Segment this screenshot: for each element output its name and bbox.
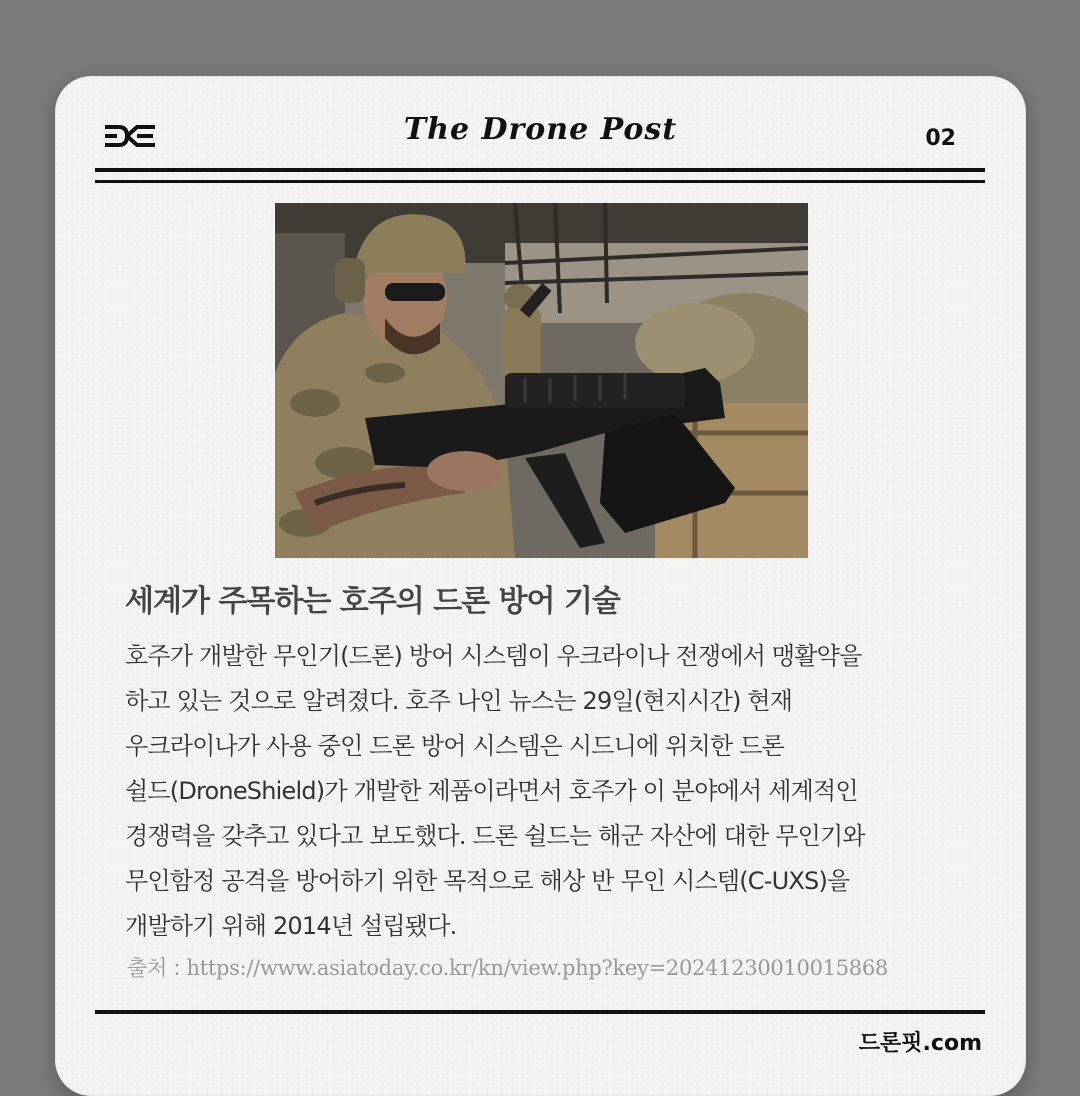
article-card xyxy=(55,76,1026,1096)
article-source xyxy=(127,952,987,982)
site-name[interactable]: 드론핏.com xyxy=(858,1031,982,1056)
footer-rule xyxy=(95,1010,985,1014)
article-headline: 세계가 주목하는 호주의 드론 방어 기술 xyxy=(125,584,620,619)
masthead-title: The Drone Post xyxy=(403,112,678,147)
source-label: 출처 : xyxy=(127,956,187,980)
page-number: 02 xyxy=(925,126,956,151)
header-rule-thin xyxy=(95,180,985,183)
body-line: 하고 있는 것으로 알려졌다. 호주 나인 뉴스는 29일(현지시간) 현재 xyxy=(125,687,793,715)
body-line: 무인함정 공격을 방어하기 위한 목적으로 해상 반 무인 시스템(C-UXS)을 xyxy=(125,867,850,895)
body-line: 경쟁력을 갖추고 있다고 보도했다. 드론 쉴드는 해군 자산에 대한 무인기와 xyxy=(125,822,865,850)
article-body xyxy=(125,634,945,949)
source-url[interactable]: https://www.asiatoday.co.kr/kn/view.php?key=20241230010015868 xyxy=(186,956,888,980)
body-line: 개발하기 위해 2014년 설립됐다. xyxy=(125,912,457,940)
body-line: 우크라이나가 사용 중인 드론 방어 시스템은 시드니에 위치한 드론 xyxy=(125,732,784,760)
body-line: 쉴드(DroneShield)가 개발한 제품이라면서 호주가 이 분야에서 세계적인 xyxy=(125,777,858,805)
article-photo xyxy=(275,203,808,558)
header-rule-thick xyxy=(95,168,985,172)
body-line: 호주가 개발한 무인기(드론) 방어 시스템이 우크라이나 전쟁에서 맹활약을 xyxy=(125,642,862,670)
